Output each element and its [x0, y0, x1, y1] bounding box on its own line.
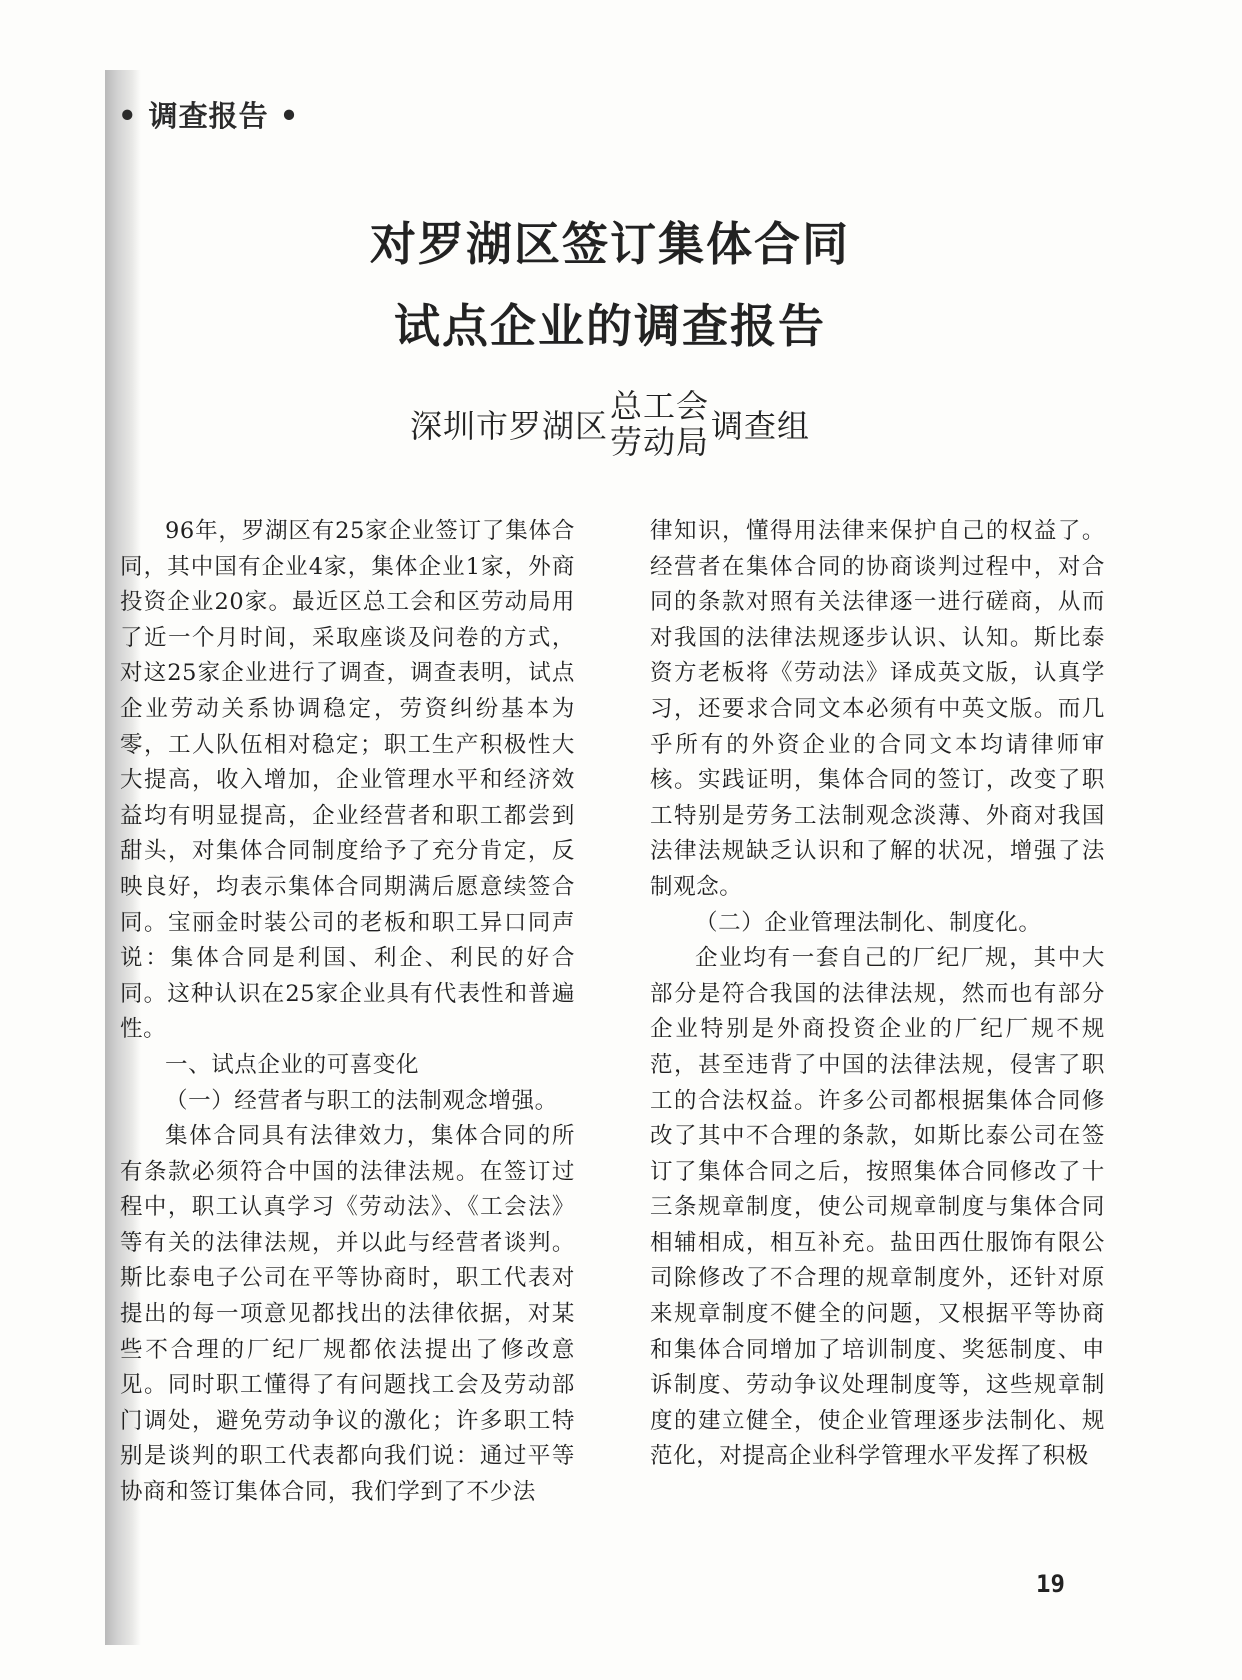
paragraph: 96年，罗湖区有25家企业签订了集体合同，其中国有企业4家，集体企业1家，外商投资企业20家。最近区总工会和区劳动局用了近一个月时间，采取座谈及问卷的方式，对这25家企业进行了调查，调查表明，试点企业劳动关系协调稳定，劳资纠纷基本为零，工人队伍相对稳定；职工生产积极性大大提高，收入增加，企业管理水平和经济效益均有明显提高，企业经营者和职工都尝到甜头，对集体合同制度给予了充分肯定，反映良好，均表示集体合同期满后愿意续签合同。宝丽金时装公司的老板和职工异口同声说：集体合同是利国、利企、利民的好合同。这种认识在25家企业具有代表性和普遍性。: [120, 518, 575, 1043]
author-suffix: 调查组: [711, 407, 811, 445]
author-org-stack: [610, 388, 709, 460]
article-title-line-1: 对罗湖区签订集体合同: [370, 217, 850, 271]
article-title-line-2: 试点企业的调查报告: [394, 299, 826, 353]
author-byline: [410, 388, 810, 460]
section-heading: 一、试点企业的可喜变化: [165, 1051, 420, 1078]
page-number: 19: [1036, 1570, 1065, 1598]
body-column-right: [650, 514, 1105, 1475]
author-prefix: 深圳市罗湖区: [410, 407, 609, 445]
paragraph: 企业均有一套自己的厂纪厂规，其中大部分是符合我国的法律法规，然而也有部分企业特别是外商投资企业的厂纪厂规不规范，甚至违背了中国的法律法规，侵害了职工的合法权益。许多公司都根据集体合同修改了其中不合理的条款，如斯比泰公司在签订了集体合同之后，按照集体合同修改了十三条规章制度，使公司规章制度与集体合同相辅相成，相互补充。盐田西仕服饰有限公司除修改了不合理的规章制度外，还针对原来规章制度不健全的问题，又根据平等协商和集体合同增加了培训制度、奖惩制度、申诉制度、劳动争议处理制度等，这些规章制度的建立健全，使企业管理逐步法制化、规范化，对提高企业科学管理水平发挥了积极: [650, 945, 1105, 1470]
paragraph: 律知识，懂得用法律来保护自己的权益了。经营者在集体合同的协商谈判过程中，对合同的条款对照有关法律逐一进行磋商，从而对我国的法律法规逐步认识、认知。斯比泰资方老板将《劳动法》译成英文版，认真学习，还要求合同文本必须有中英文版。而几乎所有的外资企业的合同文本均请律师审核。实践证明，集体合同的签订，改变了职工特别是劳务工法制观念淡薄、外商对我国法律法规缺乏认识和了解的状况，增强了法制观念。: [650, 518, 1105, 900]
author-org-top: 总工会: [610, 387, 710, 425]
paragraph: 集体合同具有法律效力，集体合同的所有条款必须符合中国的法律法规。在签订过程中，职工认真学习《劳动法》、《工会法》等有关的法律法规，并以此与经营者谈判。斯比泰电子公司在平等协商时，职工代表对提出的每一项意见都找出的法律依据，对某些不合理的厂纪厂规都依法提出了修改意见。同时职工懂得了有问题找工会及劳动部门调处，避免劳动争议的激化；许多职工特别是谈判的职工代表都向我们说：通过平等协商和签订集体合同，我们学到了不少法: [120, 1123, 575, 1506]
section-label: • 调查报告 •: [118, 99, 300, 133]
author-org-bottom: 劳动局: [610, 423, 710, 461]
body-column-left: [120, 514, 575, 1511]
subsection-heading: （二）企业管理法制化、制度化。: [695, 909, 1042, 936]
subsection-heading: （一）经营者与职工的法制观念增强。: [165, 1087, 558, 1114]
